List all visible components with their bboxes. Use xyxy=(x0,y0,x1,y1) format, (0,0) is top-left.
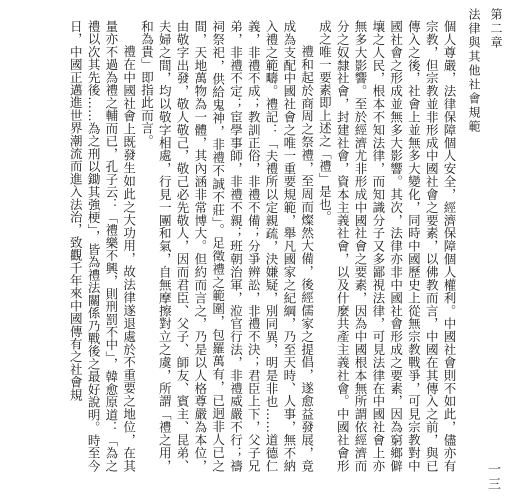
running-header xyxy=(468,8,502,492)
paragraph-2: 禮和起於商周之祭禮，至周而燦然大備，後經儒家之提倡，遂愈益發展，竟成為支配中國社會之唯一重要規範，舉凡國家之紀綱，乃至天時、人事，無不納入禮之範疇。禮記：「夫禮所以定親疏，決嫌疑，別同異，明是非也……道德仁義，非禮不成；教訓正俗，非禮不備；分爭辨訟，非禮不決；君臣上下，父子兄弟，非禮不定；宦學事師，非禮不親；班朝治軍，涖官行法，非禮威嚴不行；禱祠祭祀，供給鬼神，非禮不誠不莊」。足徵禮之範圍，包羅萬有，已迥非人已之間，天地萬物為一體，其內涵非常博大。但約而言之，乃是以人格尊嚴為本位，由敬字出發，敬人敬己，敬己必先敬人，因而君臣、父子、師友、賓主、昆弟、夫婦之間，均以敬字相處，行見一團和氣，自無摩擦對立之虞，所謂「禮之用，和為貴」即指此而言。 xyxy=(139,20,315,472)
chapter-title: 法律與其他社會規範 xyxy=(467,8,481,134)
chapter-number: 第二章 xyxy=(489,8,503,50)
paragraph-1: 個人尊嚴，法律保障個人安全，經濟保障個人權利。中國社會則不如此，儘亦有宗教，但宗教並非形成中國社會之要素，以佛教而言，中國在其傳入之前，與已傳入之後，社會上並無多大變化，同時中國歷史上從無宗教戰爭，可見宗教對中國社會之形成並無多大影響。其次，法律亦非中國社會形成之要素，因為窮鄉僻壤之人民，根本不知法律，而知識分子又多鄙視法律，可見法律在中國社會上亦無多大影響。至於經濟尤非形成中國社會之要素，因為中國根本無所謂依經濟而分之奴隸社會，封建社會，資本主義社會，以及什麼共產主義社會。中國社會形成之唯一要素即上述之「禮」是也。 xyxy=(317,20,457,472)
paragraph-3: 禮在中國社會上既發生如此之大功用，故法律遂退處於不重要之地位，在其量亦不過為禮之輔而已，孔子云：「禮樂不興，則刑罰不中」，韓愈原道：「為之禮以次其先後……為之刑以鋤其強梗」，皆為禮法關係乃戰後之最好說明。時至今日，中國正邁進世界潮流而進入法治，致觀千年來中國傳有之社會規 xyxy=(68,20,137,472)
body-text xyxy=(38,20,458,472)
page-number: 一三 xyxy=(485,462,500,492)
